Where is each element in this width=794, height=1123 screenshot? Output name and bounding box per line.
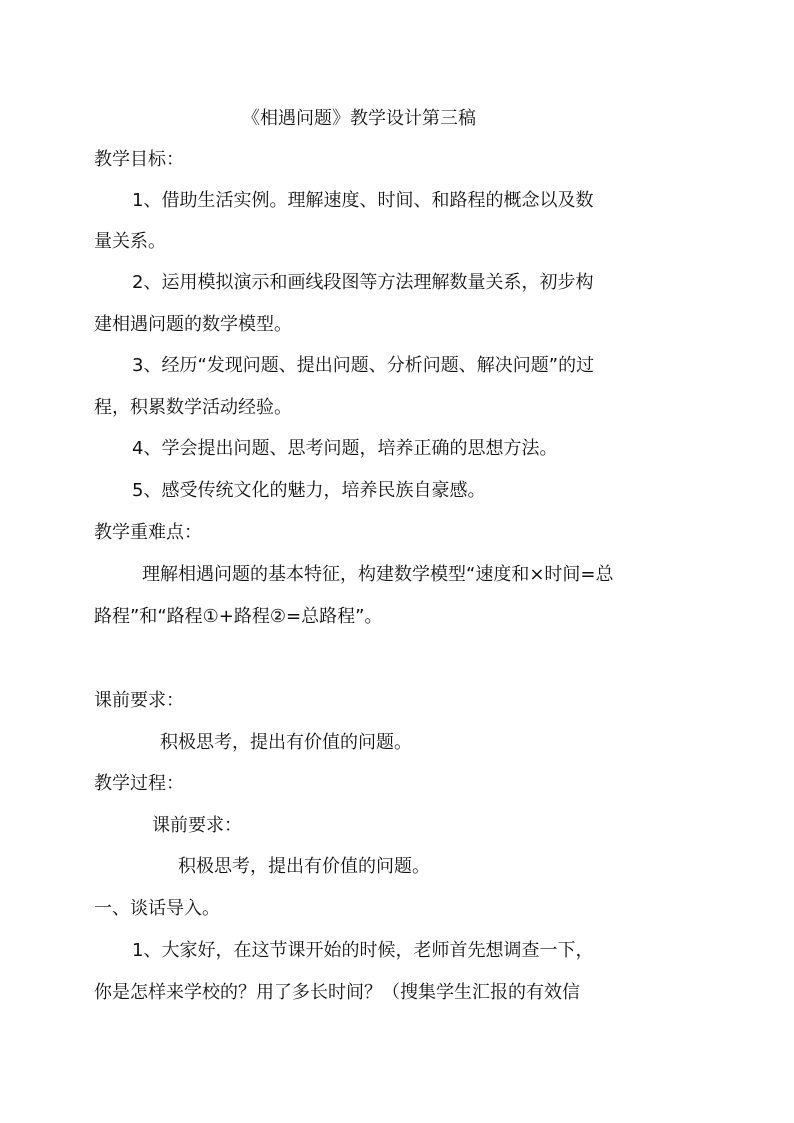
process-preclass-text: 积极思考，提出有价值的问题。 [178,856,430,877]
objective-1-line-2: 量关系。 [94,231,166,252]
objective-3-line-2: 程，积累数学活动经验。 [94,397,292,418]
process-step-one-line-1: 1、大家好，在这节课开始的时候，老师首先想调查一下， [132,940,594,961]
objective-2-line-1: 2、运用模拟演示和画线段图等方法理解数量关系，初步构 [132,272,594,293]
section-heading-objectives: 教学目标： [94,149,184,170]
key-point-line-1: 理解相遇问题的基本特征，构建数学模型“速度和×时间=总 [142,564,614,585]
objective-4: 4、学会提出问题、思考问题，培养正确的思想方法。 [132,438,558,459]
process-preclass-heading: 课前要求： [152,815,242,836]
document-title: 《相遇问题》教学设计第三稿 [242,108,476,129]
section-heading-key-points: 教学重难点： [94,522,202,543]
key-point-line-2: 路程”和“路程①+路程②=总路程”。 [94,606,383,627]
objective-1-line-1: 1、借助生活实例。理解速度、时间、和路程的概念以及数 [132,190,594,211]
objective-2-line-2: 建相遇问题的数学模型。 [94,314,292,335]
process-step-one-line-2: 你是怎样来学校的？用了多长时间？（搜集学生汇报的有效信 [94,982,580,1003]
objective-5: 5、感受传统文化的魅力，培养民族自豪感。 [132,480,486,501]
objective-3-line-1: 3、经历“发现问题、提出问题、分析问题、解决问题”的过 [132,355,595,376]
section-heading-preclass-requirement: 课前要求： [94,690,184,711]
process-step-one-heading: 一、谈话导入。 [94,898,220,919]
preclass-requirement-text: 积极思考，提出有价值的问题。 [160,732,412,753]
section-heading-teaching-process: 教学过程： [94,773,184,794]
